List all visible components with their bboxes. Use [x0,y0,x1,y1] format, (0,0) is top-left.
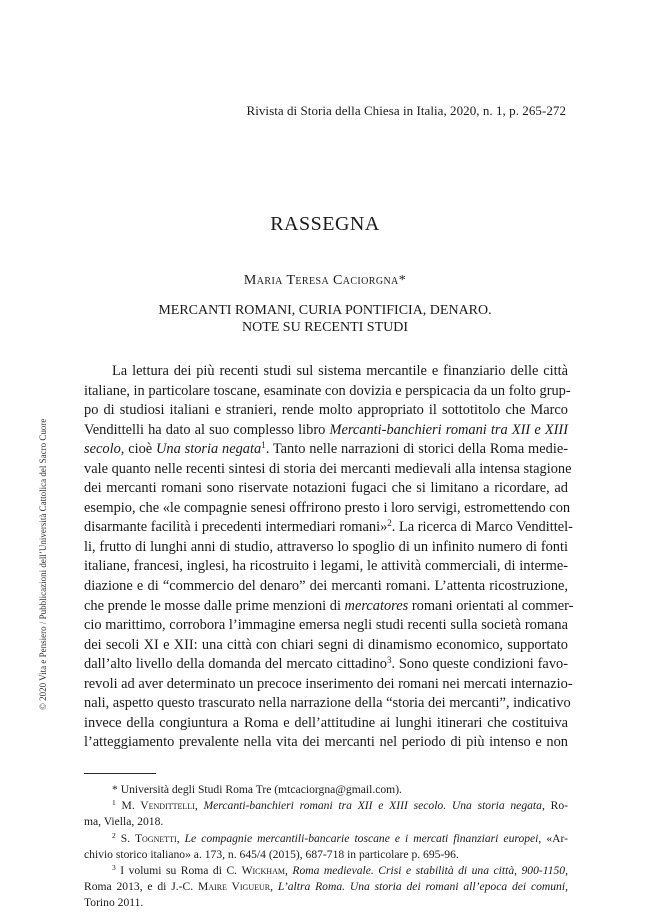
author-footnote-marker: * [398,273,407,288]
body-line: esempio, che «le compagnie senesi offrirono presto i loro servigi, estromettendo con [84,499,571,516]
cited-author: Maire Vigueur [197,880,271,894]
subtitle-italic: Una storia negata [156,441,262,458]
body-line: cio marittimo, corrobora l’immagine emersa negli studi recenti sulla società romana [84,617,568,634]
footnote-ref-2[interactable]: 2 [387,518,392,529]
author-name: Maria Teresa Caciorgna [243,273,399,288]
footnote-line: Torino 2011. [84,896,144,910]
body-line: po di studiosi italiani e stranieri, rende molto appropriato il sottotitolo che Marco [84,402,568,419]
body-text-run: che prende le mosse dalle prime menzioni di [84,597,345,614]
footnote-ref-3[interactable]: 3 [386,655,392,666]
body-text-run: dall’alto livello della domanda del mercato cittadino [84,656,387,673]
body-line: vale quanto nelle recenti sintesi di storia dei mercanti medievali alla intensa stagione [84,460,572,477]
footnote-number: 3 [112,863,116,873]
article-title-line-1: MERCANTI ROMANI, CURIA PONTIFICIA, DENARO. [158,303,492,318]
latin-term-italic: mercatores [344,597,409,614]
body-line: revoli ad aver determinato un precoce inserimento dei romani nei mercati internazio- [84,675,573,692]
article-title-line-2: NOTE SU RECENTI STUDI [241,320,409,335]
footnote-line: $^2$ S. Tognetti, Le compagnie mercantili-bancarie toscane e i mercati finanziari europei, «Ar- [112,830,568,845]
body-text-run: . Sono queste condizioni favo- [391,656,568,673]
footnote-text-run: , Ro- [541,799,568,813]
body-line [84,421,568,441]
section-title: RASSEGNA [270,213,380,235]
body-text-run: Vendittelli ha dato al suo complesso libro [84,421,330,438]
footnotes [84,782,568,912]
cited-title: Mercanti-banchieri romani tra XII e XIII secolo. Una storia negata [203,799,542,813]
body-line: diazione e di “commercio del denaro” dei mercanti romani. L’attenta ricostruzione, [84,578,568,595]
cited-author: Wickham [241,864,285,878]
author-line [0,273,650,289]
journal-citation: Rivista di Storia della Chiesa in Italia, 2020, n. 1, p. 265-272 [246,103,566,118]
footnote-2 [84,831,568,863]
body-text-run: , cioè [120,441,156,458]
footnote-line: $^1$ M. Vendittelli, Mercanti-banchieri romani tra XII e XIII secolo. Una storia negata, Ro- [112,798,568,813]
footnote-text-run: I volumi su Roma di C. [120,864,242,878]
footnote-line: chivio storico italiano» a. 173, n. 645/4 (2015), 687-718 in particolare p. 695-96. [84,847,459,861]
copyright-sidebar: © 2020 Vita e Pensiero / Pubblicazioni dell’Università Cattolica del Sacro Cuore [38,418,48,710]
body-line: dei mercanti romani sono riservate notazioni fugaci che si limitano a ricordare, ad [84,480,568,497]
footnote-text-run: , [565,880,568,894]
body-line: dei secoli XI e XII: una città con chiari segni di dinamismo economico, supportato [84,636,568,653]
footnote-ref-1[interactable]: 1 [261,440,266,451]
body-line [84,440,568,460]
body-line: l’atteggiamento prevalente nella vita dei mercanti nel periodo di più intenso e non [84,734,568,751]
body-paragraph [84,362,574,753]
footnote-1 [84,798,568,830]
footnote-text-run: , [270,880,278,894]
body-line [84,655,568,675]
footnote-separator [84,773,156,774]
article-title [0,302,650,336]
footnote-affiliation [84,782,568,798]
footnote-3 [84,863,568,912]
footnote-line: $^3$ I volumi su Roma di C. Wickham, Roma medievale. Crisi e stabilità di una città, 900-1150, [112,863,568,878]
body-line: italiane, francesi, inglesi, ha ricostruito i legami, le attività commerciali, di interme- [84,558,568,575]
body-line: nali, aspetto questo trascurato nella narrazione della “storia dei mercanti”, indicativo [84,695,571,712]
cited-title: L’altra Roma. Una storia dei romani all’epoca dei comuni [277,880,566,894]
body-text-run: romani orientati al commer- [408,597,574,614]
book-title-italic: Mercanti-banchieri romani tra XII e XIII [329,421,568,438]
footnote-text-run: , [565,864,568,878]
body-line: invece della congiuntura a Roma e dell’attitudine ai lunghi itinerari che costituiva [84,714,568,731]
footnote-line: * Università degli Studi Roma Tre (mtcaciorgna@gmail.com). [112,783,402,796]
body-line: La lettura dei più recenti studi sul sistema mercantile e finanziario delle città [112,363,568,379]
book-title-italic: secolo [84,441,121,458]
body-text-run: . La ricerca di Marco Vendittel- [391,519,573,536]
body-line: li, frutto di lunghi anni di studio, attraverso lo spoglio di un infinito numero di fonti [84,538,568,555]
body-text-run: disarmante facilità i precedenti intermediari romani» [84,519,388,536]
footnote-line [84,879,568,895]
body-line: italiane, in particolare toscane, esaminate con dovizia e perspicacia da un folto grup- [84,382,571,399]
cited-author: S. Tognetti [120,831,177,845]
footnote-text-run: , «Ar- [538,831,568,845]
cited-author: M. Vendittelli [121,799,195,813]
footnote-line: ma, Viella, 2018. [84,815,164,829]
body-line [84,597,574,617]
footnote-number: 1 [112,798,116,808]
footnote-number: 2 [112,830,116,840]
cited-title: Roma medievale. Crisi e stabilità di una città, 900-1150 [292,864,566,878]
body-text-run: . Tanto nelle narrazioni di storici della Roma medie- [265,441,568,458]
footnote-text-run: Roma 2013, e di J.-C. [84,880,198,894]
cited-title: Le compagnie mercantili-bancarie toscane e i mercati finanziari europei [184,831,539,845]
body-line [84,518,573,538]
